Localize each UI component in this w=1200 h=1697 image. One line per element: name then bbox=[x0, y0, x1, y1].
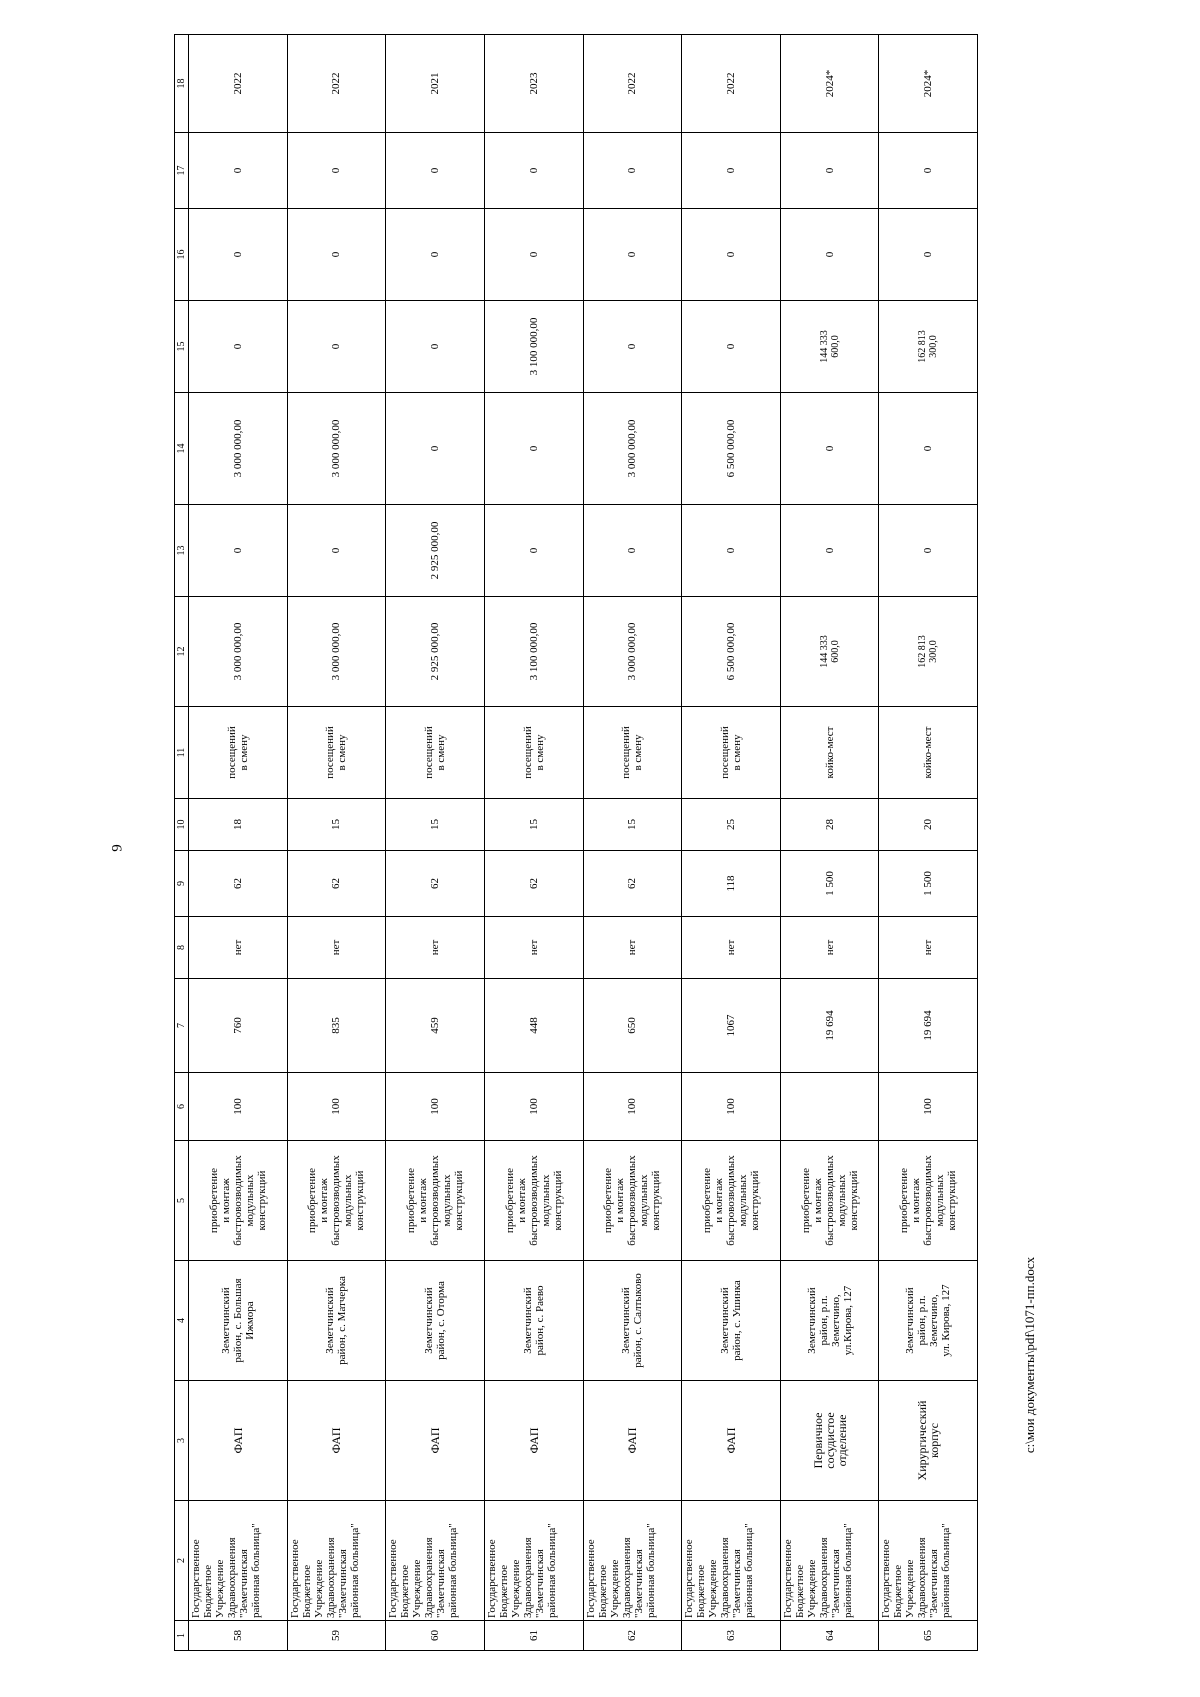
row-number: 61 bbox=[484, 1621, 583, 1651]
cost-other-cell: 0 bbox=[780, 133, 879, 209]
power-value-cell: 15 bbox=[484, 799, 583, 851]
cost-2021-cell: 0 bbox=[189, 505, 288, 597]
cost-2022-cell: 0 bbox=[386, 393, 485, 505]
organization-cell: Государственное Бюджетное Учреждение Здравоохранения "Земетчинская районная больница" bbox=[879, 1501, 978, 1621]
cost-2023-cell: 0 bbox=[583, 301, 682, 393]
total-cost-cell: 3 100 000,00 bbox=[484, 597, 583, 707]
object-name-cell: Первичное сосудистое отделение bbox=[780, 1381, 879, 1501]
cost-2024-cell: 0 bbox=[386, 209, 485, 301]
column-number-10: 10 bbox=[175, 799, 189, 851]
project-doc-cell: нет bbox=[583, 917, 682, 979]
cost-2022-cell: 0 bbox=[780, 393, 879, 505]
column-number-13: 13 bbox=[175, 505, 189, 597]
row-number: 64 bbox=[780, 1621, 879, 1651]
table-row bbox=[682, 35, 781, 1651]
column-number-7: 7 bbox=[175, 979, 189, 1073]
organization-cell: Государственное Бюджетное Учреждение Здравоохранения "Земетчинская районная больница" bbox=[484, 1501, 583, 1621]
capacity-cell: 62 bbox=[583, 851, 682, 917]
work-type-cell: приобретение и монтаж быстровозводимых модульных конструкций bbox=[287, 1141, 386, 1261]
cost-2024-cell: 0 bbox=[682, 209, 781, 301]
address-cell: Земетчинский район, с. Оторма bbox=[386, 1261, 485, 1381]
cost-2023-cell: 162 813 300,0 bbox=[879, 301, 978, 393]
column-number-8: 8 bbox=[175, 917, 189, 979]
cost-2024-cell: 0 bbox=[583, 209, 682, 301]
readiness-cell: 100 bbox=[682, 1073, 781, 1141]
organization-cell: Государственное Бюджетное Учреждение Здравоохранения "Земетчинская районная больница" bbox=[189, 1501, 288, 1621]
cost-other-cell: 0 bbox=[879, 133, 978, 209]
area-cell: 19 694 bbox=[780, 979, 879, 1073]
project-doc-cell: нет bbox=[682, 917, 781, 979]
year-cell: 2024* bbox=[780, 35, 879, 133]
column-number-5: 5 bbox=[175, 1141, 189, 1261]
capacity-cell: 62 bbox=[287, 851, 386, 917]
organization-cell: Государственное Бюджетное Учреждение Здравоохранения "Земетчинская районная больница" bbox=[287, 1501, 386, 1621]
year-cell: 2021 bbox=[386, 35, 485, 133]
table-row bbox=[879, 35, 978, 1651]
power-value-cell: 15 bbox=[583, 799, 682, 851]
object-name-cell: ФАП bbox=[189, 1381, 288, 1501]
cost-2024-cell: 0 bbox=[484, 209, 583, 301]
organization-cell: Государственное Бюджетное Учреждение Здравоохранения "Земетчинская районная больница" bbox=[682, 1501, 781, 1621]
cost-2022-cell: 3 000 000,00 bbox=[583, 393, 682, 505]
organization-cell: Государственное Бюджетное Учреждение Здравоохранения "Земетчинская районная больница" bbox=[780, 1501, 879, 1621]
table-row bbox=[386, 35, 485, 1651]
cost-2022-cell: 0 bbox=[484, 393, 583, 505]
capacity-cell: 1 500 bbox=[780, 851, 879, 917]
capacity-cell: 1 500 bbox=[879, 851, 978, 917]
readiness-cell: 100 bbox=[287, 1073, 386, 1141]
unit-cell: посещений в смену bbox=[386, 707, 485, 799]
area-cell: 835 bbox=[287, 979, 386, 1073]
cost-2023-cell: 3 100 000,00 bbox=[484, 301, 583, 393]
organization-cell: Государственное Бюджетное Учреждение Здравоохранения "Земетчинская районная больница" bbox=[386, 1501, 485, 1621]
row-number: 59 bbox=[287, 1621, 386, 1651]
row-number: 62 bbox=[583, 1621, 682, 1651]
footer-file-path: c:\мои документы\pdf\1071-пп.docx bbox=[1022, 1256, 1037, 1454]
unit-cell: посещений в смену bbox=[583, 707, 682, 799]
row-number: 58 bbox=[189, 1621, 288, 1651]
work-type-cell: приобретение и монтаж быстровозводимых модульных конструкций bbox=[189, 1141, 288, 1261]
cost-2022-cell: 6 500 000,00 bbox=[682, 393, 781, 505]
readiness-cell bbox=[780, 1073, 879, 1141]
unit-cell: посещений в смену bbox=[682, 707, 781, 799]
column-number-2: 2 bbox=[175, 1501, 189, 1621]
project-doc-cell: нет bbox=[189, 917, 288, 979]
total-cost-cell: 3 000 000,00 bbox=[189, 597, 288, 707]
cost-2023-cell: 144 333 600,0 bbox=[780, 301, 879, 393]
readiness-cell: 100 bbox=[386, 1073, 485, 1141]
table-row bbox=[484, 35, 583, 1651]
table-body bbox=[189, 35, 978, 1651]
table-row bbox=[780, 35, 879, 1651]
cost-other-cell: 0 bbox=[484, 133, 583, 209]
capacity-cell: 62 bbox=[189, 851, 288, 917]
address-cell: Земетчинский район, с. Ушинка bbox=[682, 1261, 781, 1381]
year-cell: 2022 bbox=[189, 35, 288, 133]
row-number: 65 bbox=[879, 1621, 978, 1651]
capacity-cell: 118 bbox=[682, 851, 781, 917]
column-number-18: 18 bbox=[175, 35, 189, 133]
unit-cell: посещений в смену bbox=[189, 707, 288, 799]
table-row bbox=[189, 35, 288, 1651]
row-number: 60 bbox=[386, 1621, 485, 1651]
column-number-12: 12 bbox=[175, 597, 189, 707]
cost-2023-cell: 0 bbox=[386, 301, 485, 393]
power-value-cell: 18 bbox=[189, 799, 288, 851]
readiness-cell: 100 bbox=[484, 1073, 583, 1141]
column-number-16: 16 bbox=[175, 209, 189, 301]
address-cell: Земетчинский район, р.п. Земетчино, ул.Кирова, 127 bbox=[780, 1261, 879, 1381]
cost-2023-cell: 0 bbox=[189, 301, 288, 393]
table-row bbox=[583, 35, 682, 1651]
cost-2024-cell: 0 bbox=[780, 209, 879, 301]
cost-2021-cell: 0 bbox=[879, 505, 978, 597]
area-cell: 19 694 bbox=[879, 979, 978, 1073]
object-name-cell: Хирургический корпус bbox=[879, 1381, 978, 1501]
cost-2021-cell: 0 bbox=[484, 505, 583, 597]
area-cell: 459 bbox=[386, 979, 485, 1073]
project-doc-cell: нет bbox=[484, 917, 583, 979]
cost-2024-cell: 0 bbox=[189, 209, 288, 301]
power-value-cell: 15 bbox=[386, 799, 485, 851]
cost-other-cell: 0 bbox=[287, 133, 386, 209]
work-type-cell: приобретение и монтаж быстровозводимых модульных конструкций bbox=[583, 1141, 682, 1261]
table-row bbox=[287, 35, 386, 1651]
year-cell: 2023 bbox=[484, 35, 583, 133]
row-number: 63 bbox=[682, 1621, 781, 1651]
column-number-6: 6 bbox=[175, 1073, 189, 1141]
column-number-17: 17 bbox=[175, 133, 189, 209]
total-cost-cell: 2 925 000,00 bbox=[386, 597, 485, 707]
cost-2022-cell: 0 bbox=[879, 393, 978, 505]
capacity-cell: 62 bbox=[386, 851, 485, 917]
readiness-cell: 100 bbox=[879, 1073, 978, 1141]
total-cost-cell: 162 813 300,0 bbox=[879, 597, 978, 707]
cost-2024-cell: 0 bbox=[879, 209, 978, 301]
work-type-cell: приобретение и монтаж быстровозводимых модульных конструкций bbox=[879, 1141, 978, 1261]
column-number-15: 15 bbox=[175, 301, 189, 393]
object-name-cell: ФАП bbox=[682, 1381, 781, 1501]
total-cost-cell: 3 000 000,00 bbox=[287, 597, 386, 707]
power-value-cell: 25 bbox=[682, 799, 781, 851]
address-cell: Земетчинский район, с. Матчерка bbox=[287, 1261, 386, 1381]
area-cell: 448 bbox=[484, 979, 583, 1073]
cost-2022-cell: 3 000 000,00 bbox=[189, 393, 288, 505]
address-cell: Земетчинский район, с. Салтыково bbox=[583, 1261, 682, 1381]
readiness-cell: 100 bbox=[583, 1073, 682, 1141]
year-cell: 2022 bbox=[682, 35, 781, 133]
unit-cell: посещений в смену bbox=[287, 707, 386, 799]
column-number-14: 14 bbox=[175, 393, 189, 505]
cost-2023-cell: 0 bbox=[682, 301, 781, 393]
work-type-cell: приобретение и монтаж быстровозводимых модульных конструкций bbox=[484, 1141, 583, 1261]
object-name-cell: ФАП bbox=[484, 1381, 583, 1501]
column-number-1: 1 bbox=[175, 1621, 189, 1651]
work-type-cell: приобретение и монтаж быстровозводимых модульных конструкций bbox=[780, 1141, 879, 1261]
year-cell: 2022 bbox=[287, 35, 386, 133]
total-cost-cell: 144 333 600,0 bbox=[780, 597, 879, 707]
capacity-cell: 62 bbox=[484, 851, 583, 917]
cost-2021-cell: 2 925 000,00 bbox=[386, 505, 485, 597]
area-cell: 760 bbox=[189, 979, 288, 1073]
project-doc-cell: нет bbox=[879, 917, 978, 979]
cost-other-cell: 0 bbox=[682, 133, 781, 209]
power-value-cell: 15 bbox=[287, 799, 386, 851]
cost-2021-cell: 0 bbox=[780, 505, 879, 597]
year-cell: 2022 bbox=[583, 35, 682, 133]
power-value-cell: 20 bbox=[879, 799, 978, 851]
work-type-cell: приобретение и монтаж быстровозводимых модульных конструкций bbox=[682, 1141, 781, 1261]
cost-2024-cell: 0 bbox=[287, 209, 386, 301]
column-number-11: 11 bbox=[175, 707, 189, 799]
column-number-3: 3 bbox=[175, 1381, 189, 1501]
area-cell: 1067 bbox=[682, 979, 781, 1073]
unit-cell: койко-мест bbox=[879, 707, 978, 799]
power-value-cell: 28 bbox=[780, 799, 879, 851]
project-doc-cell: нет bbox=[780, 917, 879, 979]
readiness-cell: 100 bbox=[189, 1073, 288, 1141]
cost-2023-cell: 0 bbox=[287, 301, 386, 393]
area-cell: 650 bbox=[583, 979, 682, 1073]
column-number-4: 4 bbox=[175, 1261, 189, 1381]
cost-other-cell: 0 bbox=[189, 133, 288, 209]
project-doc-cell: нет bbox=[386, 917, 485, 979]
object-name-cell: ФАП bbox=[287, 1381, 386, 1501]
project-doc-cell: нет bbox=[287, 917, 386, 979]
cost-other-cell: 0 bbox=[583, 133, 682, 209]
year-cell: 2024* bbox=[879, 35, 978, 133]
work-type-cell: приобретение и монтаж быстровозводимых модульных конструкций bbox=[386, 1141, 485, 1261]
address-cell: Земетчинский район, р.п. Земетчино, ул. Кирова, 127 bbox=[879, 1261, 978, 1381]
organization-cell: Государственное Бюджетное Учреждение Здравоохранения "Земетчинская районная больница" bbox=[583, 1501, 682, 1621]
cost-2021-cell: 0 bbox=[287, 505, 386, 597]
construction-objects-table bbox=[174, 34, 978, 1651]
column-number-row bbox=[175, 35, 189, 1651]
total-cost-cell: 3 000 000,00 bbox=[583, 597, 682, 707]
address-cell: Земетчинский район, с. Раево bbox=[484, 1261, 583, 1381]
object-name-cell: ФАП bbox=[386, 1381, 485, 1501]
rotated-table-container bbox=[174, 35, 978, 1651]
object-name-cell: ФАП bbox=[583, 1381, 682, 1501]
address-cell: Земетчинский район, с. Большая Ижмора bbox=[189, 1261, 288, 1381]
total-cost-cell: 6 500 000,00 bbox=[682, 597, 781, 707]
cost-2021-cell: 0 bbox=[583, 505, 682, 597]
column-number-9: 9 bbox=[175, 851, 189, 917]
unit-cell: койко-мест bbox=[780, 707, 879, 799]
cost-2021-cell: 0 bbox=[682, 505, 781, 597]
page-number: 9 bbox=[109, 844, 126, 852]
cost-2022-cell: 3 000 000,00 bbox=[287, 393, 386, 505]
unit-cell: посещений в смену bbox=[484, 707, 583, 799]
cost-other-cell: 0 bbox=[386, 133, 485, 209]
